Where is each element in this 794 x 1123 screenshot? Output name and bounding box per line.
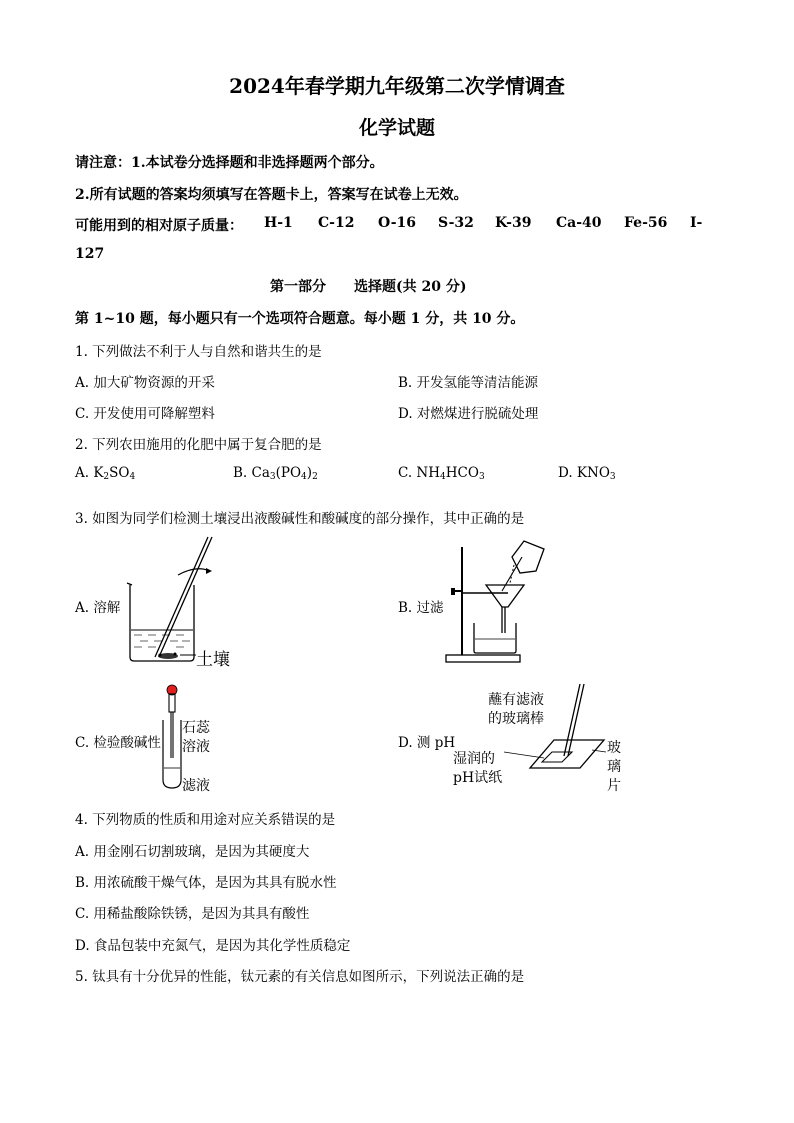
q2-d-sub: 3 (609, 472, 616, 482)
label-glass-3: 片 (607, 778, 621, 794)
q2-c-sub2: 3 (478, 472, 485, 482)
label-rod-1: 蘸有滤液 (488, 692, 544, 708)
q2-option-c (398, 465, 485, 482)
mass-s: S-32 (438, 215, 474, 231)
q1-stem: 1. 下列做法不利于人与自然和谐共生的是 (75, 344, 322, 360)
q2-option-a (75, 465, 135, 482)
q1-option-c: C. 开发使用可降解塑料 (75, 406, 215, 422)
q4-option-b: B. 用浓硫酸干燥气体，是因为其具有脱水性 (75, 875, 337, 891)
q4-option-c: C. 用稀盐酸除铁锈，是因为其具有酸性 (75, 906, 310, 922)
exam-title: 2024年春学期九年级第二次学情调查 (229, 74, 565, 98)
mass-o: O-16 (378, 215, 417, 231)
q2-b-text: B. Ca (233, 465, 270, 481)
q2-a-text2: SO (109, 465, 130, 481)
q2-b-text3: ) (306, 465, 313, 481)
label-paper-1: 湿润的 (453, 751, 495, 767)
q2-a-text: A. K (75, 465, 104, 481)
q5-stem: 5. 钛具有十分优异的性能，钛元素的有关信息如图所示，下列说法正确的是 (75, 969, 525, 985)
label-glass-2: 璃 (607, 759, 621, 775)
q3-stem: 3. 如图为同学们检测土壤浸出液酸碱性和酸碱度的部分操作，其中正确的是 (75, 511, 525, 527)
q4-stem: 4. 下列物质的性质和用途对应关系错误的是 (75, 812, 336, 828)
part1-instruction: 第 1~10 题，每小题只有一个选项符合题意。每小题 1 分，共 10 分。 (75, 311, 525, 327)
q2-a-sub2: 4 (129, 472, 136, 482)
q3-option-b: B. 过滤 (398, 600, 444, 616)
exam-subtitle: 化学试题 (358, 117, 435, 139)
q2-b-sub2: 4 (301, 472, 307, 482)
label-filtrate: 滤液 (182, 778, 210, 794)
q4-option-a: A. 用金刚石切割玻璃，是因为其硬度大 (75, 844, 310, 860)
mass-c: C-12 (318, 215, 355, 231)
q4-option-d: D. 食品包装中充氮气，是因为其化学性质稳定 (75, 938, 351, 954)
q2-b-sub3: 2 (312, 472, 318, 482)
label-soil: 土壤 (196, 650, 230, 670)
q3-option-c: C. 检验酸碱性 (75, 735, 161, 751)
mass-k: K-39 (495, 215, 532, 231)
label-glass-1: 玻 (607, 740, 621, 756)
q2-c-text: C. NH (398, 465, 441, 481)
q1-option-d: D. 对燃煤进行脱硫处理 (398, 406, 539, 422)
part1-heading: 第一部分 选择题(共 20 分) (270, 279, 467, 295)
label-rod-2: 的玻璃棒 (488, 711, 544, 727)
q1-option-a: A. 加大矿物资源的开采 (75, 375, 215, 391)
q3-option-a: A. 溶解 (75, 600, 121, 616)
q3-option-d: D. 测 pH (398, 735, 456, 751)
q2-stem: 2. 下列农田施用的化肥中属于复合肥的是 (75, 437, 322, 453)
dissolve-beaker-figure (120, 535, 250, 670)
label-litmus-2: 溶液 (182, 739, 210, 755)
label-litmus-1: 石蕊 (182, 720, 210, 736)
q2-option-b (233, 465, 318, 482)
note-2: 2.所有试题的答案均须填写在答题卡上，答案写在试卷上无效。 (75, 187, 468, 203)
mass-h: H-1 (264, 215, 293, 231)
filtration-figure (440, 535, 560, 670)
q2-c-text2: HCO (445, 465, 479, 481)
q1-option-b: B. 开发氢能等清洁能源 (398, 375, 539, 391)
q2-a-sub: 2 (103, 472, 110, 482)
q2-d-text: D. KNO (558, 465, 610, 481)
mass-fe: Fe-56 (624, 215, 668, 231)
q2-option-d (558, 465, 616, 482)
mass-i: I- (690, 215, 703, 231)
note-1: 请注意：1.本试卷分选择题和非选择题两个部分。 (75, 155, 384, 171)
mass-ca: Ca-40 (556, 215, 602, 231)
label-paper-2: pH试纸 (453, 770, 503, 786)
q2-b-text2: (PO (275, 465, 302, 481)
q2-c-sub: 4 (440, 472, 446, 482)
mass-i-wrap: 127 (75, 246, 105, 262)
q2-b-sub: 3 (269, 472, 276, 482)
mass-label: 可能用到的相对原子质量： (75, 218, 243, 234)
